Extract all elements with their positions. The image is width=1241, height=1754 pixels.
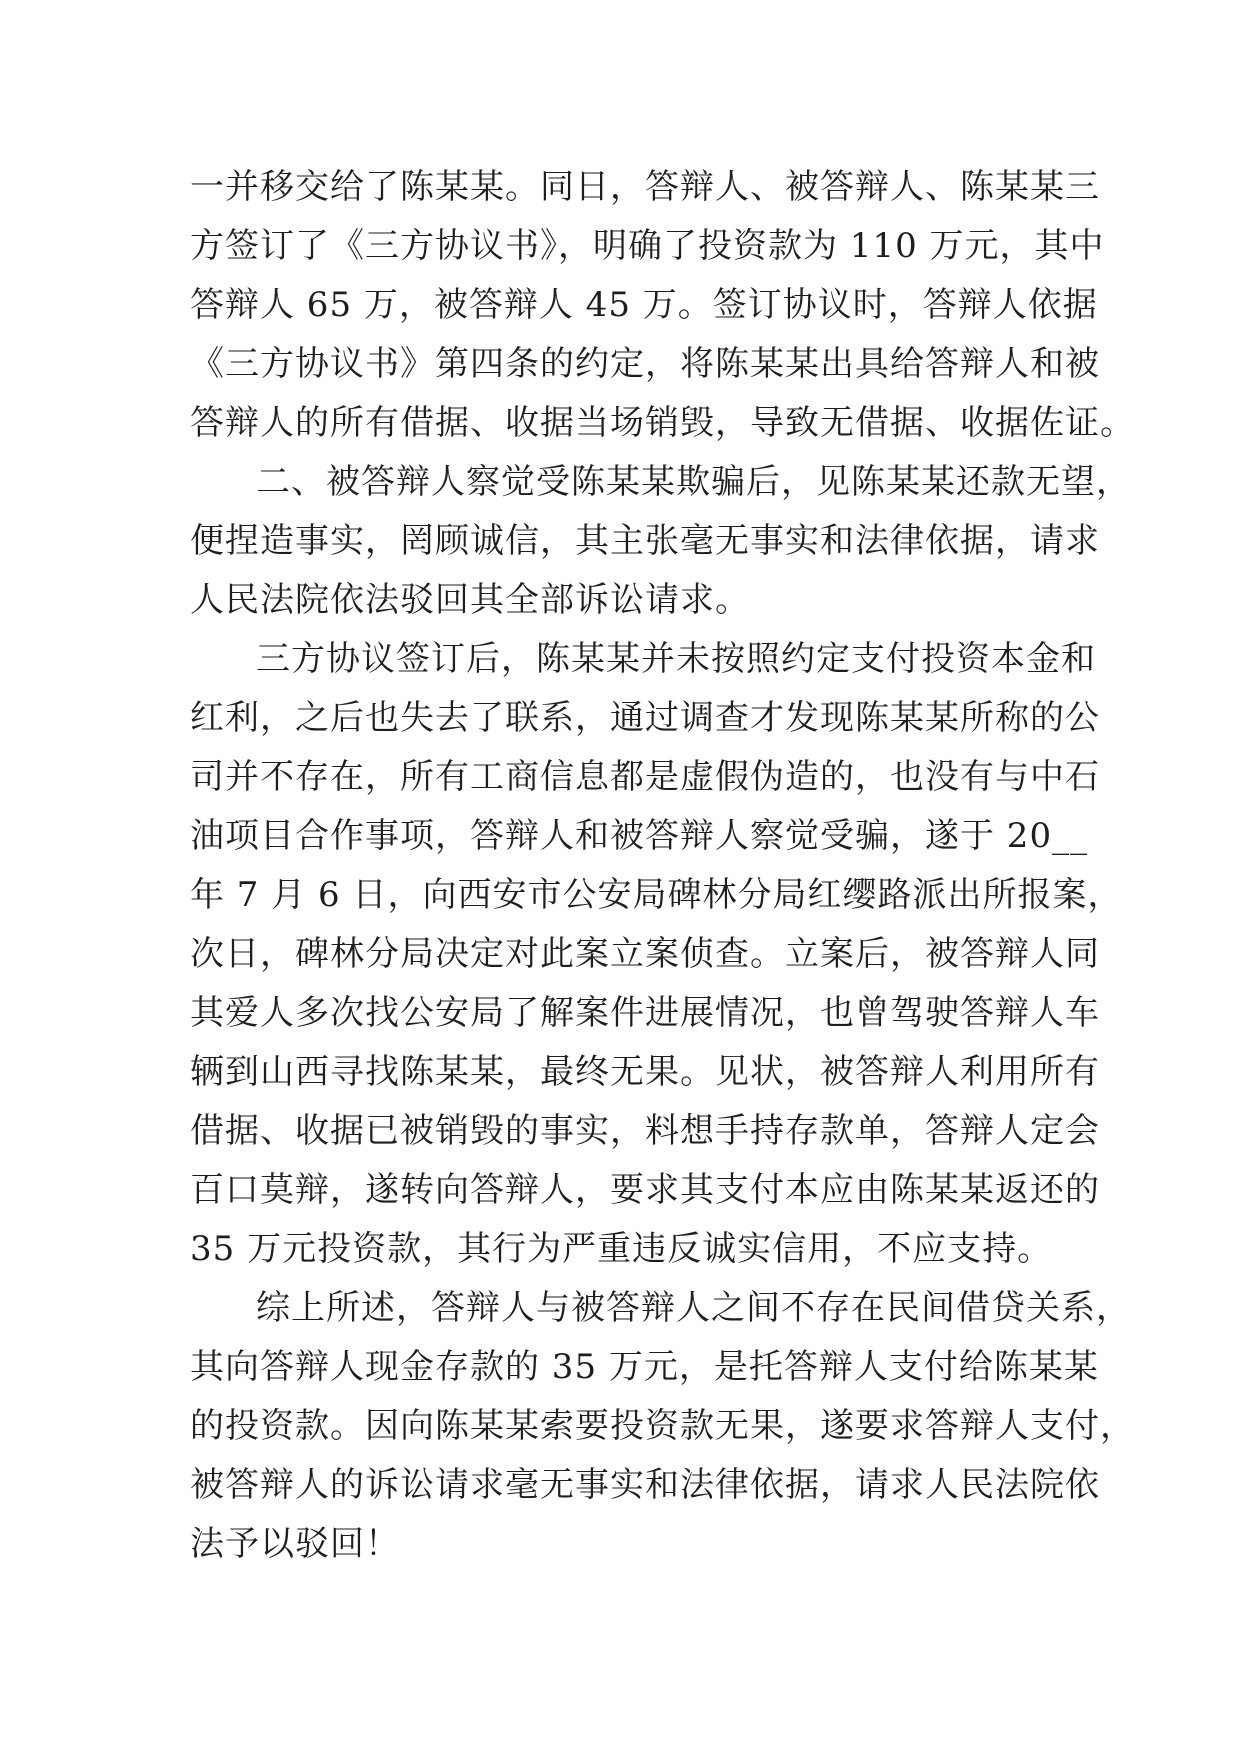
text-line: 二、被答辩人察觉受陈某某欺骗后，见陈某某还款无望， <box>256 462 1131 502</box>
document-body <box>190 158 1135 1574</box>
text-line: 答辩人 65 万，被答辩人 45 万。签订协议时，答辩人依据 <box>190 285 1098 325</box>
text-line: 油项目合作事项，答辩人和被答辩人察觉受骗，遂于 20__ <box>190 816 1089 856</box>
text-line: 综上所述，答辩人与被答辩人之间不存在民间借贷关系， <box>256 1288 1131 1328</box>
text-line: 方签订了《三方协议书》，明确了投资款为 110 万元，其中 <box>190 226 1105 266</box>
text-line: 辆到山西寻找陈某某，最终无果。见状，被答辩人利用所有 <box>190 1052 1100 1092</box>
text-line: 被答辩人的诉讼请求毫无事实和法律依据，请求人民法院依 <box>190 1465 1100 1505</box>
text-line: 借据、收据已被销毁的事实，料想手持存款单，答辩人定会 <box>190 1111 1100 1151</box>
text-line: 年 7 月 6 日，向西安市公安局碑林分局红缨路派出所报案， <box>190 875 1123 915</box>
text-line: 其向答辩人现金存款的 35 万元，是托答辩人支付给陈某某 <box>190 1347 1099 1387</box>
text-line: 便捏造事实，罔顾诚信，其主张毫无事实和法律依据，请求 <box>190 521 1100 561</box>
text-line: 答辩人的所有借据、收据当场销毁，导致无借据、收据佐证。 <box>190 403 1135 443</box>
text-line: 35 万元投资款，其行为严重违反诚实信用，不应支持。 <box>190 1229 1053 1269</box>
text-line: 次日，碑林分局决定对此案立案侦查。立案后，被答辩人同 <box>190 934 1100 974</box>
text-line: 法予以驳回！ <box>190 1524 400 1564</box>
text-line: 人民法院依法驳回其全部诉讼请求。 <box>190 580 750 620</box>
text-line: 一并移交给了陈某某。同日，答辩人、被答辩人、陈某某三 <box>190 167 1100 207</box>
text-line: 《三方协议书》第四条的约定，将陈某某出具给答辩人和被 <box>190 344 1100 384</box>
text-line: 的投资款。因向陈某某索要投资款无果，遂要求答辩人支付， <box>190 1406 1135 1446</box>
text-line: 百口莫辩，遂转向答辩人，要求其支付本应由陈某某返还的 <box>190 1170 1100 1210</box>
text-line: 司并不存在，所有工商信息都是虚假伪造的，也没有与中石 <box>190 757 1100 797</box>
text-line: 三方协议签订后，陈某某并未按照约定支付投资本金和 <box>256 639 1096 679</box>
text-line: 其爱人多次找公安局了解案件进展情况，也曾驾驶答辩人车 <box>190 993 1100 1033</box>
text-line: 红利，之后也失去了联系，通过调查才发现陈某某所称的公 <box>190 698 1100 738</box>
